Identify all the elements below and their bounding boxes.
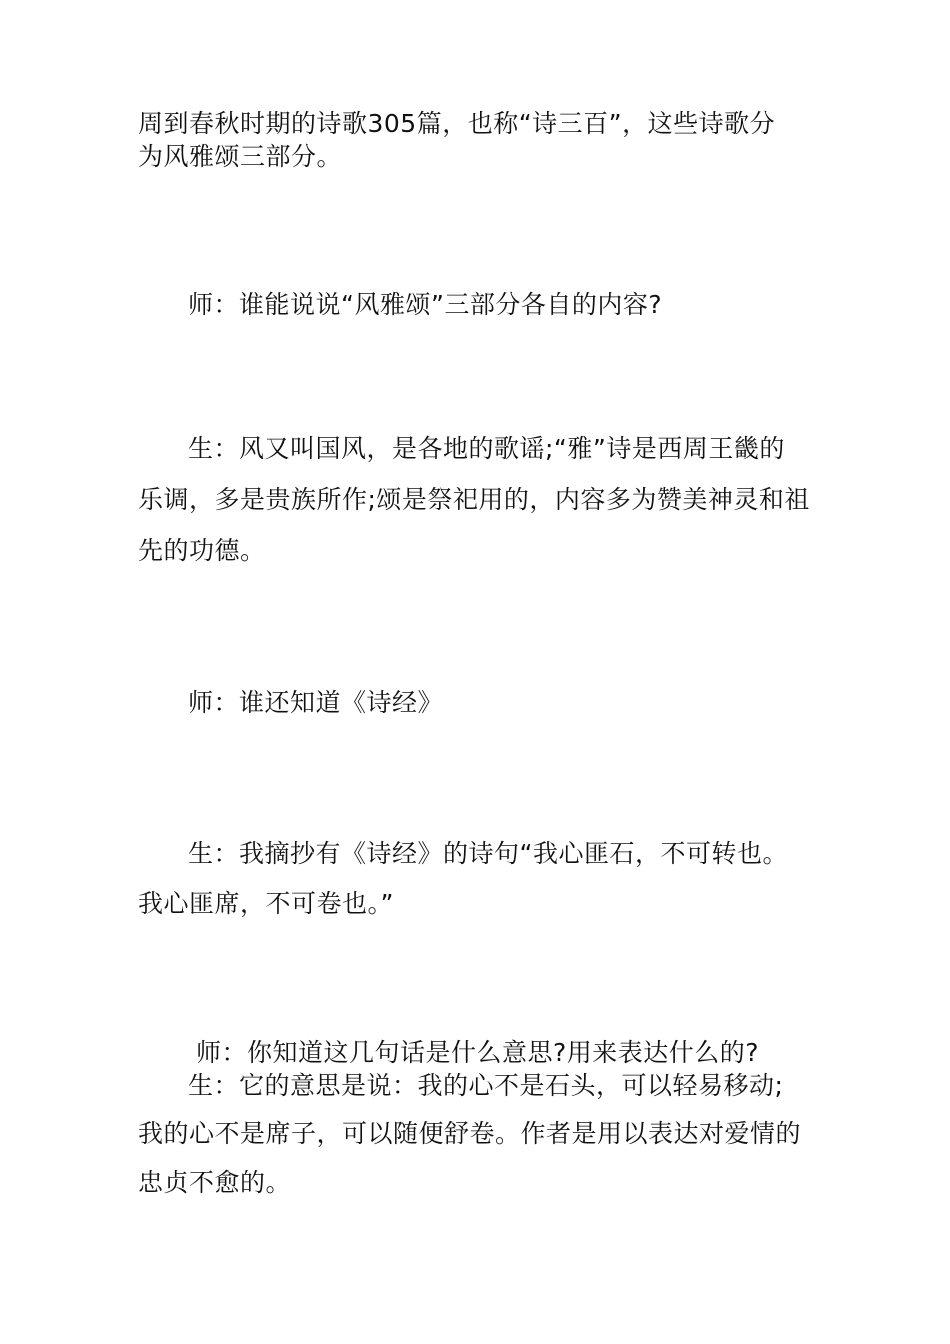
paragraph-6-line-1: 师：你知道这几句话是什么意思?用来表达什么的? [196, 1038, 760, 1067]
paragraph-5-line-2: 我心匪席，不可卷也。” [138, 889, 394, 918]
paragraph-3-line-1: 生：风又叫国风，是各地的歌谣;“雅”诗是西周王畿的 [188, 434, 785, 463]
paragraph-4-line-1: 师：谁还知道《诗经》 [188, 688, 444, 717]
paragraph-3-line-3: 先的功德。 [138, 536, 266, 565]
paragraph-7-line-3: 忠贞不愈的。 [138, 1168, 292, 1197]
paragraph-2-line-1: 师：谁能说说“风雅颂”三部分各自的内容? [188, 290, 663, 319]
paragraph-7-line-2: 我的心不是席子，可以随便舒卷。作者是用以表达对爱情的 [138, 1119, 802, 1148]
paragraph-7-line-1: 生：它的意思是说：我的心不是石头，可以轻易移动; [188, 1071, 784, 1100]
paragraph-3-line-2: 乐调，多是贵族所作;颂是祭祀用的，内容多为赞美神灵和祖 [138, 485, 810, 514]
paragraph-5-line-1: 生：我摘抄有《诗经》的诗句“我心匪石，不可转也。 [188, 839, 788, 868]
paragraph-1-line-1: 周到春秋时期的诗歌305篇，也称“诗三百”，这些诗歌分 [138, 109, 776, 138]
paragraph-1-line-2: 为风雅颂三部分。 [138, 142, 343, 171]
